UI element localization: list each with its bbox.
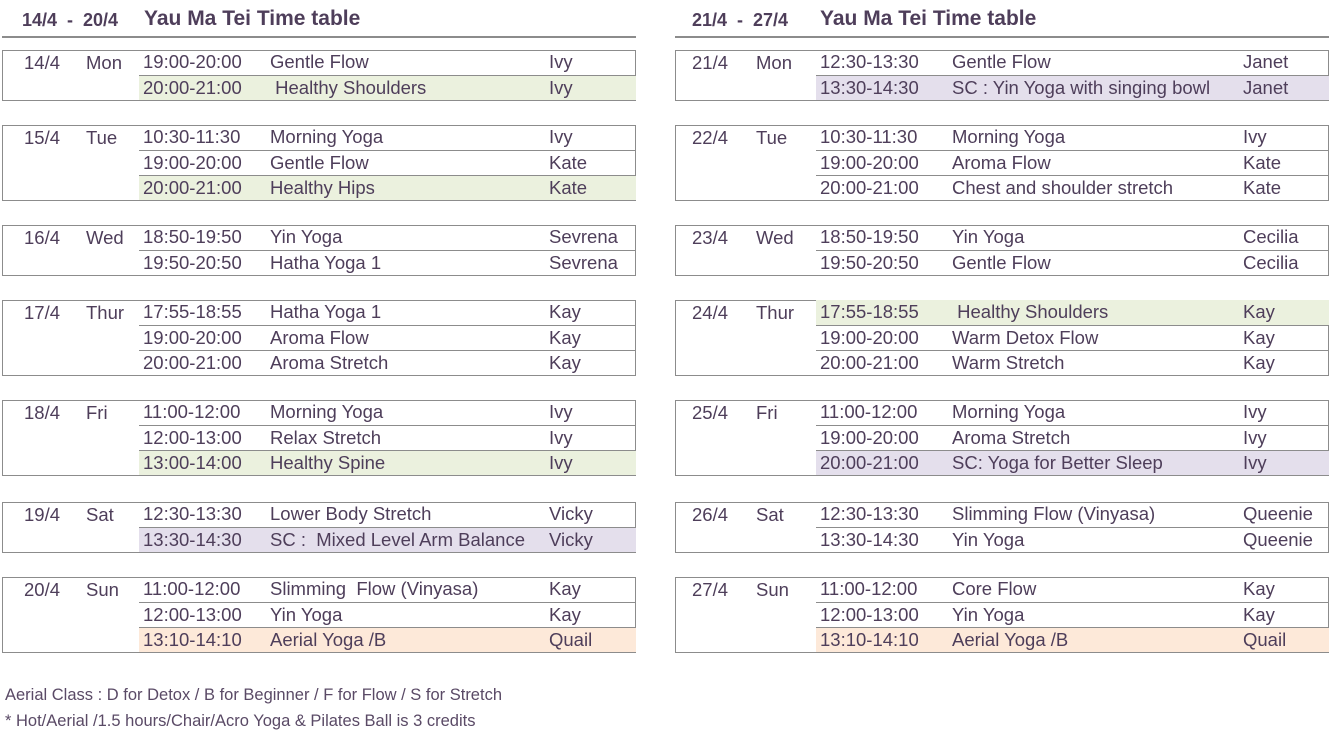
class-name: SC : Yin Yoga with singing bowl: [952, 77, 1211, 98]
week-range: 14/4 - 20/4: [22, 10, 119, 30]
day-bottom-border: [2, 200, 636, 201]
day-left-border: [2, 225, 3, 275]
class-time: 19:00-20:00: [143, 51, 242, 72]
class-teacher: Ivy: [1243, 427, 1267, 448]
class-name: Chest and shoulder stretch: [952, 177, 1174, 198]
day-date: 21/4: [692, 52, 729, 73]
day-date: 26/4: [692, 504, 729, 525]
class-time: 11:00-12:00: [143, 401, 241, 422]
timetable-title: Yau Ma Tei Time table: [820, 7, 1037, 30]
class-name: Slimming Flow (Vinyasa): [270, 578, 479, 599]
class-name: Healthy Shoulders: [270, 77, 427, 98]
class-row: [816, 150, 1329, 175]
day-left-border: [675, 400, 676, 475]
class-row: [139, 450, 636, 475]
class-row: [139, 502, 636, 527]
day-left-border: [2, 50, 3, 100]
class-time: 12:00-13:00: [143, 604, 242, 625]
class-row: [816, 527, 1329, 552]
class-time: 13:10-14:10: [143, 629, 242, 650]
class-teacher: Kay: [549, 352, 581, 373]
day-name: Thur: [86, 302, 125, 323]
class-time: 20:00-21:00: [820, 352, 919, 373]
class-teacher: Vicky: [549, 503, 593, 524]
class-time: 19:00-20:00: [820, 152, 919, 173]
class-row: [816, 400, 1329, 425]
class-row: [139, 50, 636, 75]
class-row: [139, 425, 636, 450]
day-left-border: [675, 300, 676, 375]
class-row: [816, 350, 1329, 375]
day-name: Tue: [756, 127, 788, 148]
class-time: 20:00-21:00: [143, 77, 242, 98]
class-teacher: Kate: [1243, 152, 1282, 173]
day-name: Wed: [756, 227, 794, 248]
class-row: [816, 250, 1329, 275]
class-row: [816, 225, 1329, 250]
class-name: Gentle Flow: [952, 51, 1051, 72]
class-teacher: Kay: [1243, 578, 1275, 599]
class-name: Warm Detox Flow: [952, 327, 1099, 348]
day-name: Sun: [86, 579, 119, 600]
class-teacher: Janet: [1243, 77, 1289, 98]
class-row: [816, 175, 1329, 200]
class-row: [139, 325, 636, 350]
class-row: [816, 325, 1329, 350]
class-time: 12:30-13:30: [143, 503, 242, 524]
class-teacher: Kay: [549, 604, 581, 625]
class-time: 20:00-21:00: [143, 177, 242, 198]
day-date: 16/4: [24, 227, 61, 248]
class-name: Aroma Flow: [270, 327, 369, 348]
class-row: [816, 450, 1329, 475]
day-name: Fri: [86, 402, 108, 423]
class-row: [139, 577, 636, 602]
class-time: 12:00-13:00: [143, 427, 242, 448]
class-name: Aroma Stretch: [270, 352, 389, 373]
class-teacher: Queenie: [1243, 503, 1313, 524]
day-name: Mon: [756, 52, 792, 73]
class-row: [816, 602, 1329, 627]
class-row: [816, 75, 1329, 100]
class-time: 12:30-13:30: [820, 51, 919, 72]
class-name: Lower Body Stretch: [270, 503, 432, 524]
day-bottom-border: [2, 100, 636, 101]
class-row: [139, 300, 636, 325]
class-name: Yin Yoga: [270, 604, 343, 625]
day-bottom-border: [2, 652, 636, 653]
class-teacher: Ivy: [549, 51, 573, 72]
class-row: [816, 502, 1329, 527]
class-teacher: Kay: [1243, 604, 1275, 625]
day-date: 25/4: [692, 402, 729, 423]
class-name: Hatha Yoga 1: [270, 252, 382, 273]
class-name: Yin Yoga: [270, 226, 343, 247]
class-row: [139, 602, 636, 627]
class-time: 19:00-20:00: [820, 427, 919, 448]
day-date: 20/4: [24, 579, 61, 600]
notes: [5, 682, 502, 734]
day-date: 14/4: [24, 52, 61, 73]
day-date: 27/4: [692, 579, 729, 600]
class-row: [816, 425, 1329, 450]
class-teacher: Cecilia: [1243, 252, 1299, 273]
day-name: Sat: [86, 504, 114, 525]
class-row: [816, 300, 1329, 325]
class-name: Morning Yoga: [952, 126, 1066, 147]
day-left-border: [675, 50, 676, 100]
class-time: 18:50-19:50: [820, 226, 919, 247]
class-name: Hatha Yoga 1: [270, 301, 382, 322]
class-time: 19:00-20:00: [143, 327, 242, 348]
class-time: 11:00-12:00: [820, 401, 918, 422]
class-teacher: Kay: [1243, 301, 1275, 322]
class-row: [139, 175, 636, 200]
class-row: [816, 50, 1329, 75]
class-row: [139, 627, 636, 652]
class-name: Slimming Flow (Vinyasa): [952, 503, 1156, 524]
class-name: Morning Yoga: [270, 401, 384, 422]
day-date: 24/4: [692, 302, 729, 323]
class-teacher: Kay: [1243, 327, 1275, 348]
day-left-border: [675, 125, 676, 200]
class-time: 19:50-20:50: [820, 252, 919, 273]
class-teacher: Kay: [549, 301, 581, 322]
day-bottom-border: [675, 275, 1329, 276]
class-row: [139, 225, 636, 250]
week-range: 21/4 - 27/4: [692, 10, 789, 30]
class-time: 10:30-11:30: [143, 126, 241, 147]
class-name: Healthy Shoulders: [952, 301, 1109, 322]
class-name: SC : Mixed Level Arm Balance: [270, 529, 525, 550]
class-name: Gentle Flow: [270, 152, 369, 173]
class-teacher: Ivy: [549, 452, 573, 473]
day-bottom-border: [2, 475, 636, 476]
day-name: Sun: [756, 579, 789, 600]
class-teacher: Kay: [549, 327, 581, 348]
class-teacher: Ivy: [549, 126, 573, 147]
class-row: [816, 627, 1329, 652]
class-time: 17:55-18:55: [143, 301, 242, 322]
class-row: [139, 527, 636, 552]
class-name: Gentle Flow: [270, 51, 369, 72]
class-time: 13:30-14:30: [820, 77, 919, 98]
class-row: [139, 150, 636, 175]
class-teacher: Vicky: [549, 529, 593, 550]
class-teacher: Sevrena: [549, 226, 618, 247]
class-name: Yin Yoga: [952, 604, 1025, 625]
class-teacher: Cecilia: [1243, 226, 1299, 247]
class-name: Morning Yoga: [952, 401, 1066, 422]
class-row: [139, 75, 636, 100]
class-time: 18:50-19:50: [143, 226, 242, 247]
day-name: Thur: [756, 302, 795, 323]
day-left-border: [675, 225, 676, 275]
class-time: 19:00-20:00: [143, 152, 242, 173]
class-name: Morning Yoga: [270, 126, 384, 147]
class-name: Yin Yoga: [952, 529, 1025, 550]
class-time: 19:00-20:00: [820, 327, 919, 348]
class-name: Aroma Stretch: [952, 427, 1071, 448]
header-divider: [675, 36, 1329, 38]
day-left-border: [2, 125, 3, 200]
day-left-border: [2, 400, 3, 475]
day-name: Mon: [86, 52, 122, 73]
class-time: 11:00-12:00: [143, 578, 241, 599]
day-bottom-border: [675, 652, 1329, 653]
class-time: 13:30-14:30: [820, 529, 919, 550]
header-divider: [2, 36, 636, 38]
class-name: Aroma Flow: [952, 152, 1051, 173]
day-date: 23/4: [692, 227, 729, 248]
class-teacher: Ivy: [1243, 401, 1267, 422]
class-row: [816, 577, 1329, 602]
day-left-border: [675, 577, 676, 652]
class-name: Healthy Spine: [270, 452, 386, 473]
class-teacher: Ivy: [549, 77, 573, 98]
class-time: 10:30-11:30: [820, 126, 918, 147]
class-teacher: Sevrena: [549, 252, 618, 273]
day-name: Sat: [756, 504, 784, 525]
class-teacher: Ivy: [549, 427, 573, 448]
class-teacher: Queenie: [1243, 529, 1313, 550]
class-name: Aerial Yoga /B: [952, 629, 1069, 650]
class-name: Aerial Yoga /B: [270, 629, 387, 650]
class-teacher: Ivy: [1243, 452, 1267, 473]
class-time: 19:50-20:50: [143, 252, 242, 273]
class-row: [139, 350, 636, 375]
class-row: [816, 125, 1329, 150]
class-teacher: Quail: [549, 629, 593, 650]
day-bottom-border: [675, 552, 1329, 553]
day-name: Wed: [86, 227, 124, 248]
class-time: 20:00-21:00: [820, 177, 919, 198]
day-bottom-border: [2, 375, 636, 376]
day-left-border: [2, 300, 3, 375]
class-name: SC: Yoga for Better Sleep: [952, 452, 1163, 473]
day-left-border: [2, 502, 3, 552]
day-bottom-border: [675, 200, 1329, 201]
class-teacher: Ivy: [549, 401, 573, 422]
class-teacher: Janet: [1243, 51, 1289, 72]
class-time: 12:30-13:30: [820, 503, 919, 524]
day-bottom-border: [675, 375, 1329, 376]
class-teacher: Quail: [1243, 629, 1287, 650]
day-bottom-border: [675, 100, 1329, 101]
class-row: [139, 125, 636, 150]
class-time: 13:10-14:10: [820, 629, 919, 650]
class-row: [139, 250, 636, 275]
class-teacher: Kay: [1243, 352, 1275, 373]
class-teacher: Ivy: [1243, 126, 1267, 147]
day-date: 22/4: [692, 127, 729, 148]
day-left-border: [675, 502, 676, 552]
class-name: Healthy Hips: [270, 177, 375, 198]
timetable-title: Yau Ma Tei Time table: [144, 7, 361, 30]
class-name: Warm Stretch: [952, 352, 1065, 373]
class-time: 13:00-14:00: [143, 452, 242, 473]
class-name: Gentle Flow: [952, 252, 1051, 273]
day-bottom-border: [2, 552, 636, 553]
day-date: 19/4: [24, 504, 61, 525]
class-teacher: Kate: [1243, 177, 1282, 198]
class-name: Yin Yoga: [952, 226, 1025, 247]
class-teacher: Kay: [549, 578, 581, 599]
day-bottom-border: [675, 475, 1329, 476]
day-bottom-border: [2, 275, 636, 276]
class-time: 12:00-13:00: [820, 604, 919, 625]
class-name: Relax Stretch: [270, 427, 382, 448]
class-time: 20:00-21:00: [820, 452, 919, 473]
class-name: Core Flow: [952, 578, 1037, 599]
class-time: 20:00-21:00: [143, 352, 242, 373]
class-time: 13:30-14:30: [143, 529, 242, 550]
day-date: 18/4: [24, 402, 61, 423]
day-date: 17/4: [24, 302, 61, 323]
class-time: 11:00-12:00: [820, 578, 918, 599]
class-row: [139, 400, 636, 425]
day-name: Tue: [86, 127, 118, 148]
day-left-border: [2, 577, 3, 652]
day-name: Fri: [756, 402, 778, 423]
aerial-class-note: Aerial Class : D for Detox / B for Beginner / F for Flow / S for Stretch: [5, 686, 502, 704]
credits-note: * Hot/Aerial /1.5 hours/Chair/Acro Yoga & Pilates Ball is 3 credits: [5, 712, 476, 730]
class-teacher: Kate: [549, 152, 588, 173]
day-date: 15/4: [24, 127, 61, 148]
class-teacher: Kate: [549, 177, 588, 198]
class-time: 17:55-18:55: [820, 301, 919, 322]
